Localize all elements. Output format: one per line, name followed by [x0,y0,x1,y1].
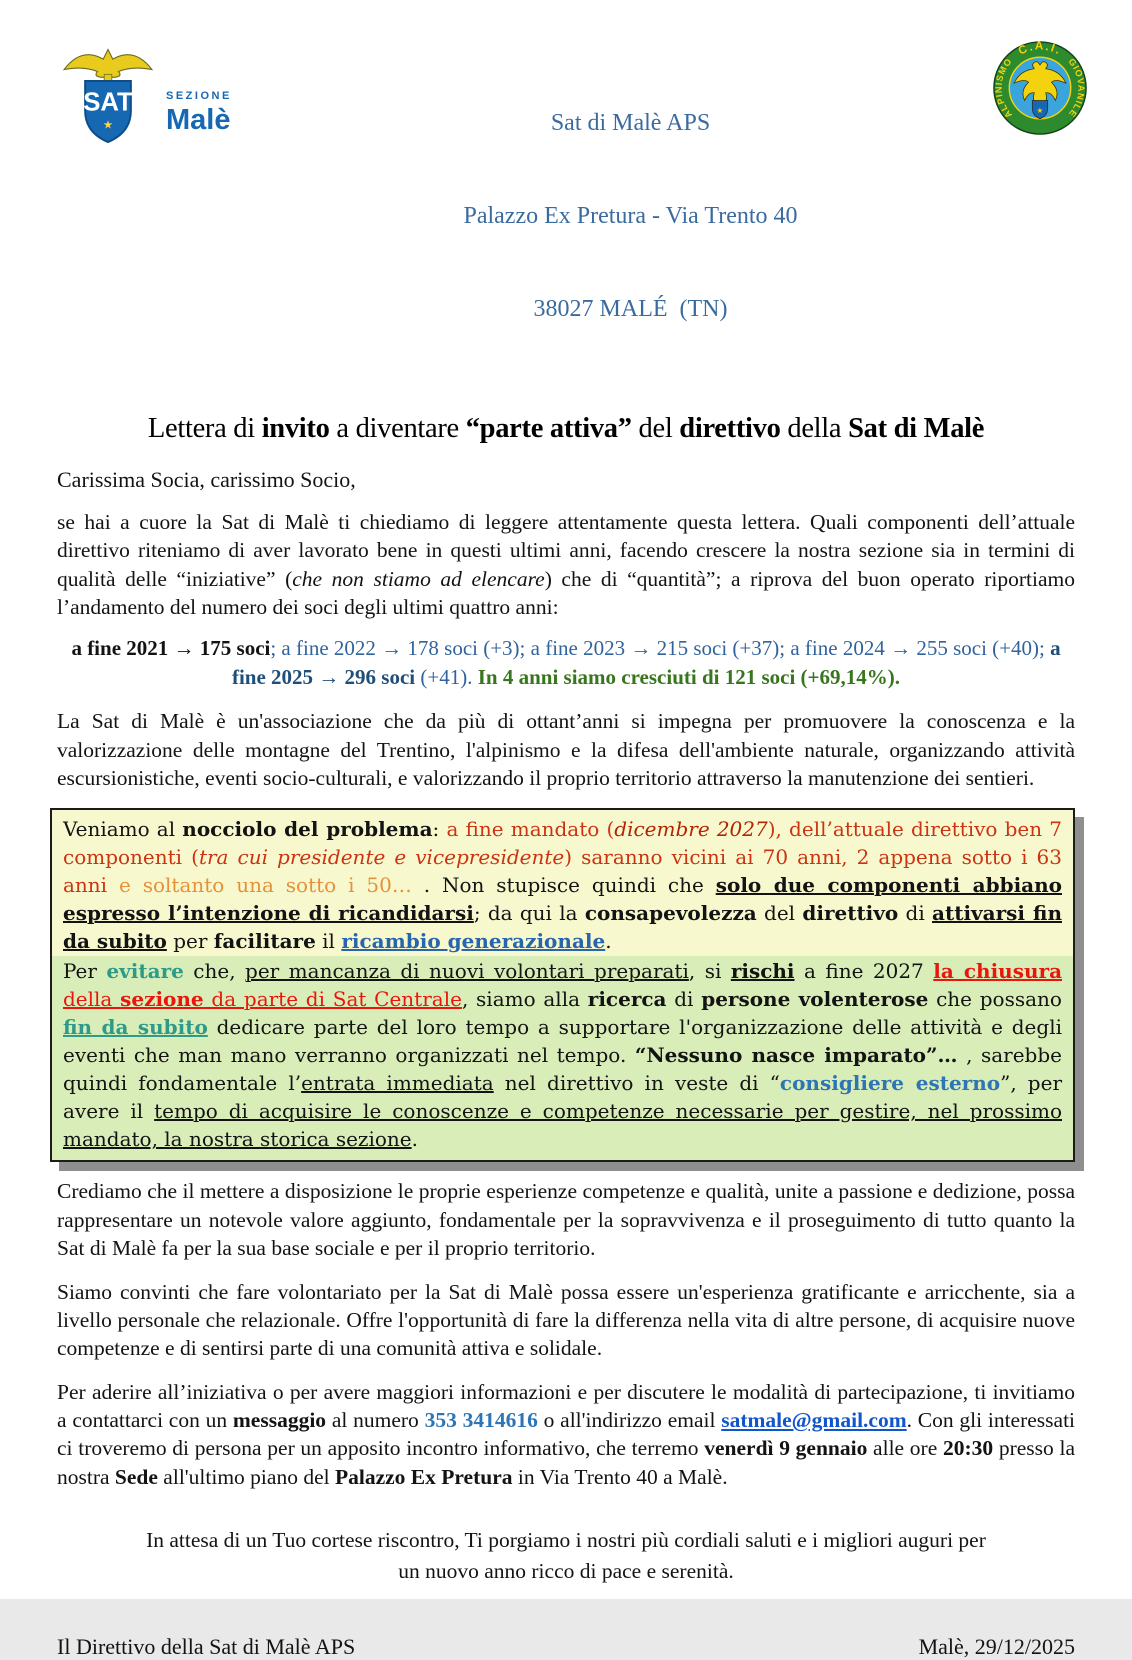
cai-shield-star-icon: ★ [1036,105,1044,115]
text-segment: rischi [730,959,795,984]
cai-round-icon [992,40,1088,136]
text-segment: “Nessuno nasce imparato”… [634,1043,958,1068]
sat-section-text [166,90,232,137]
text-segment: ; a fine 2022 → 178 soci (+3); a fine 2023 → 215 soci (+37); a fine 2024 → 255 soci (+40); [270,635,1051,660]
text-segment: del [631,413,680,444]
text-segment: Per aderire all’iniziativa o per avere maggiori informazioni e per discutere le modalità di partecipazione, ti invitiamo a contattarci con un [57,1379,1075,1433]
cai-text-alpinismo: ALPINISMO [993,56,1015,120]
text-segment: “parte attiva” [465,413,632,444]
text-segment: direttivo [802,901,899,926]
sat-shield-eagle-icon [58,40,158,164]
text-segment: invito [261,413,330,444]
text-segment: . [605,929,612,954]
salutation: Carissima Socia, carissimo Socio, [57,467,356,492]
org-city: 38027 MALÉ (TN) [533,296,728,322]
text-segment: In 4 anni siamo cresciuti di 121 soci (+69,14%). [477,664,900,689]
text-segment: solo due componenti abbiano espresso l’intenzione di ricandidarsi [63,873,1062,926]
text-segment: consigliere esterno [779,1071,1001,1096]
text-segment: se hai a cuore la Sat di Malè ti chiediamo di leggere attentamente questa lettera. Quali componenti dell’attuale direttivo riteniamo di aver lavorato bene in questi ultimi anni, facendo crescere la nostra sezione sia in termini di qualità delle “iniziative” ( [57,510,1075,591]
text-segment: ), dell’attuale direttivo ben 7 componenti ( [63,817,1062,870]
cai-logo [953,40,1088,136]
text-segment: al numero [326,1408,425,1433]
text-segment: tempo di acquisire le conoscenze e competenze necessarie per gestire, nel prossimo mandato, la nostra storica sezione [63,1099,1062,1152]
text-segment: la chiusura [933,959,1063,984]
org-name: Sat di Malè APS [550,110,711,136]
text-segment: sezione [120,987,204,1012]
text-segment: nel direttivo in veste di “ [493,1071,780,1096]
text-segment: e soltanto una sotto i 50… [107,873,424,898]
text-segment: Lettera di [147,413,262,444]
text-segment: che possano [928,987,1062,1012]
text-segment: venerdì 9 gennaio [704,1436,868,1461]
text-segment: di [898,901,933,926]
highlight-box-green-section [52,956,1073,1160]
text-segment: della [780,413,849,444]
paragraph-intro [57,508,1075,622]
text-segment: per mancanza di nuovi volontari preparati [245,959,689,984]
text-segment: alle ore [867,1436,943,1461]
text-segment: , sarebbe quindi fondamentale l’ [63,1043,1062,1096]
highlight-box-yellow-section [52,810,1073,956]
sat-male-logo [58,40,308,164]
text-segment: a fine 2021 → 175 soci [71,635,271,660]
letter-footer [57,1634,1075,1660]
place-and-date: Malè, 29/12/2025 [918,1633,1075,1659]
text-segment: della [63,987,121,1012]
letter-body [0,413,1132,1660]
paragraph-association: La Sat di Malè è un'associazione che da più di ottant’anni si impegna per promuovere la conoscenza e la valorizzazione delle montagne del Trentino, l'alpinismo e la difesa dell'ambiente naturale, organizzando attività escursionistiche, eventi socio-culturali, e valorizzando il proprio territorio attraverso la manutenzione dei sentieri. [57,709,1075,791]
section-label: SEZIONE [166,90,232,102]
text-segment: attivarsi fin da subito [63,901,1062,954]
phone-number: 353 3414616 [424,1408,538,1433]
text-segment: , siamo alla [461,987,588,1012]
text-segment: ricerca [587,987,667,1012]
cai-text-giovanile: GIOVANILE [1066,56,1087,120]
text-segment: Sede [114,1464,158,1489]
text-segment: a fine 2025 → 296 soci [231,635,1061,689]
highlight-box [50,808,1075,1162]
text-segment: . Con gli interessati ci troveremo di persona per un apposito incontro informativo, che terremo [57,1408,1076,1461]
email-link[interactable]: satmale@gmail.com [721,1408,907,1433]
paragraph-siamo-convinti: Siamo convinti che fare volontariato per la Sat di Malè possa essere un'esperienza gratificante e arricchente, sia a livello personale che relazionale. Offre l'opportunità di fare la differenza nella vita di altre persone, di acquisire nuove competenze e di sentirsi parte di una comunità attiva e solidale. [57,1279,1075,1361]
text-segment: che non stiamo ad elencare [292,566,545,591]
text-segment: o all'indirizzo email [537,1408,722,1433]
text-segment: Veniamo al [63,817,183,842]
text-segment: evitare [106,959,184,984]
text-segment: persone volenterose [701,987,929,1012]
text-segment: il [315,929,342,954]
text-segment: tra cui presidente e vicepresidente [198,845,565,870]
text-segment: consapevolezza [584,901,757,926]
text-segment: ; da qui la [473,901,585,926]
text-segment: ricambio generazionale [341,929,606,954]
text-segment: che, [183,959,246,984]
sat-eagle-icon [64,50,152,78]
text-segment: dicembre 2027 [614,817,768,842]
text-segment: di [666,987,702,1012]
text-segment: a diventare [329,413,466,444]
text-segment: Per [63,959,107,984]
sat-shield-text: SAT [83,88,133,117]
text-segment: entrata immediata [301,1071,494,1096]
text-segment: ”, per avere il [63,1071,1062,1124]
text-segment: messaggio [232,1408,327,1433]
text-segment: in Via Trento 40 a Malè. [512,1464,728,1489]
text-segment: Palazzo Ex Pretura [334,1464,513,1489]
paragraph-aderire [57,1378,1075,1492]
section-name: Malè [166,104,231,136]
organization-address [308,46,953,387]
text-segment: direttivo [679,413,781,444]
text-segment: . [411,1127,418,1152]
membership-figures [61,634,1071,693]
text-segment: presso la nostra [57,1436,1075,1489]
paragraph-crediamo: Crediamo che il mettere a disposizione le proprie esperienze competenze e qualità, unite a passione e dedizione, possa rappresentare un notevole valore aggiunto, fondamentale per la sopravvivenza e il proseguimento di tutto quanto la Sat di Malè fa per la sua base sociale e per il proprio territorio. [57,1179,1075,1261]
letter-header [0,0,1132,387]
text-segment: nocciolo del problema [182,817,433,842]
text-segment: fin da subito [63,1015,208,1040]
text-segment: da parte di Sat Centrale [203,987,462,1012]
text-segment: dedicare parte del loro tempo a supportare l'organizzazione delle attività e degli eventi che man mano verranno organizzati nel tempo. [63,1015,1062,1068]
text-segment: facilitare [213,929,316,954]
sat-shield-star-icon: ★ [102,119,114,132]
text-segment: ) che di “quantità”; a riprova del buon operato riportiamo l’andamento del numero dei soci degli ultimi quattro anni: [57,566,1075,620]
text-segment: : [432,817,447,842]
signature: Il Direttivo della Sat di Malè APS [57,1633,356,1659]
text-segment: a fine 2027 [794,959,934,984]
text-segment: ) saranno vicini ai 70 anni, 2 appena sotto i 63 anni [63,845,1062,898]
text-segment: Sat di Malè [848,413,985,444]
org-street: Palazzo Ex Pretura - Via Trento 40 [463,203,798,229]
text-segment: all'ultimo piano del [157,1464,335,1489]
text-segment: , si [688,959,731,984]
text-segment: 20:30 [942,1436,994,1461]
text-segment: . Non stupisce quindi che [423,873,716,898]
letter-title [57,413,1075,445]
text-segment: per [166,929,214,954]
closing-greeting: In attesa di un Tuo cortese riscontro, Ti porgiamo i nostri più cordiali saluti e i migliori auguri per un nuovo anno ricco di pace e serenità. [146,1528,986,1584]
text-segment: del [756,901,803,926]
text-segment: (+41). [415,664,478,689]
text-segment: a fine mandato ( [446,817,615,842]
cai-text-top: C.A.I. [1016,40,1064,58]
